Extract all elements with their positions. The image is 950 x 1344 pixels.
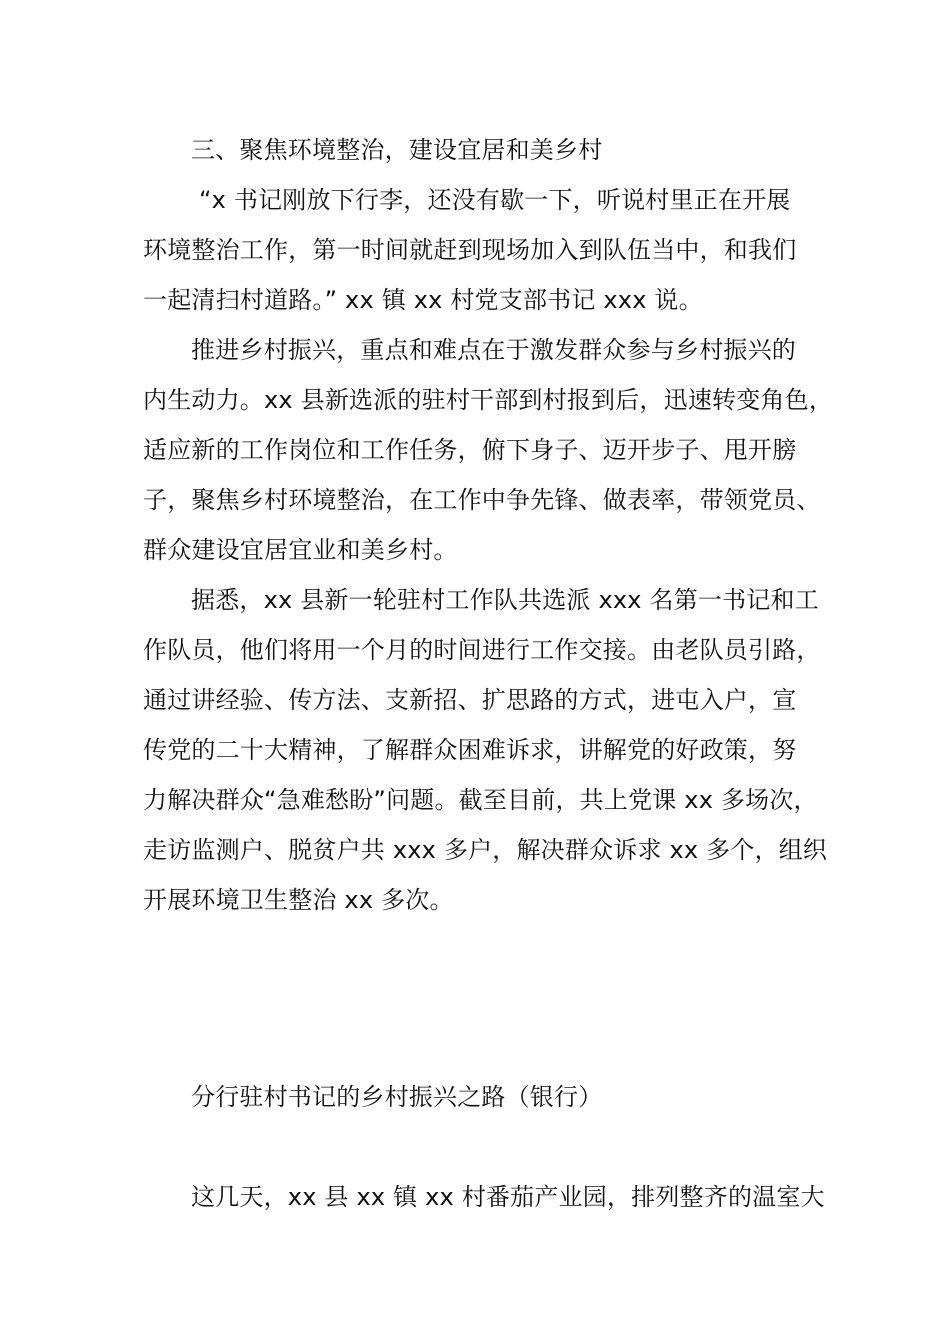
paragraph-line: 据悉，xx 县新一轮驻村工作队共选派 xxx 名第一书记和工	[191, 586, 819, 614]
paragraph-line: 环境整治工作，第一时间就赶到现场加入到队伍当中，和我们	[143, 236, 797, 264]
paragraph-line: 一起清扫村道路。” xx 镇 xx 村党支部书记 xxx 说。	[143, 286, 703, 314]
paragraph-line: 力解决群众“急难愁盼”问题。截至目前，共上党课 xx 多场次，	[143, 786, 818, 814]
paragraph-line: 这几天，xx 县 xx 镇 xx 村番茄产业园，排列整齐的温室大	[191, 1183, 825, 1211]
paragraph-line: 推进乡村振兴，重点和难点在于激发群众参与乡村振兴的	[191, 336, 796, 364]
paragraph-line: 作队员，他们将用一个月的时间进行工作交接。由老队员引路，	[143, 636, 821, 664]
paragraph-line: 开展环境卫生整治 xx 多次。	[143, 886, 454, 914]
paragraph-line: 走访监测户、脱贫户共 xxx 多户，解决群众诉求 xx 多个，组织	[143, 836, 828, 864]
paragraph-line: 内生动力。xx 县新选派的驻村干部到村报到后，迅速转变角色，	[143, 386, 834, 414]
article-title: 分行驻村书记的乡村振兴之路（银行）	[191, 1083, 603, 1111]
paragraph-line: 传党的二十大精神，了解群众困难诉求，讲解党的好政策，努	[143, 736, 797, 764]
paragraph-line: 适应新的工作岗位和工作任务，俯下身子、迈开步子、甩开膀	[143, 436, 797, 464]
paragraph-line: 通过讲经验、传方法、支新招、扩思路的方式，进屯入户，宣	[143, 686, 797, 714]
paragraph-line: “x 书记刚放下行李，还没有歇一下，听说村里正在开展	[199, 186, 791, 214]
paragraph-line: 子，聚焦乡村环境整治，在工作中争先锋、做表率，带领党员、	[143, 486, 821, 514]
paragraph-line: 群众建设宜居宜业和美乡村。	[143, 536, 458, 564]
section-heading: 三、聚焦环境整治，建设宜居和美乡村	[191, 136, 603, 164]
